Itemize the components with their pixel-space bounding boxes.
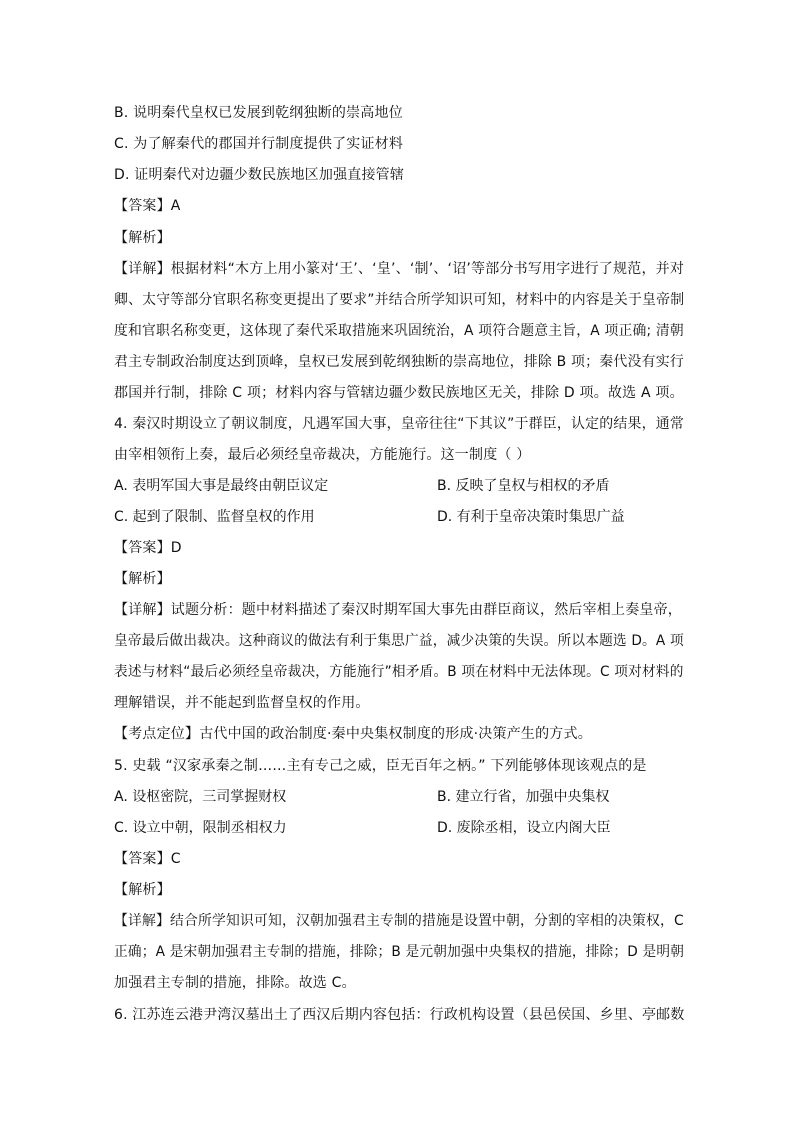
q4-stem-line: 4. 秦汉时期设立了朝议制度，凡遇军国大事，皇帝往往“下其议”于群臣，认定的结果，通常 <box>114 416 685 432</box>
q4-option-c: C. 起到了限制、监督皇权的作用 <box>114 509 315 525</box>
q3-detail-line: 卿、太守等部分官职名称变更提出了要求”并结合所学知识可知，材料中的内容是关于皇帝制 <box>114 292 685 308</box>
q5-answer: 【答案】C <box>114 851 181 867</box>
q3-detail-line: 君主专制政治制度达到顶峰，皇权已发展到乾纲独断的崇高地位，排除 B 项；秦代没有实行 <box>114 354 685 370</box>
q4-detail-line: 理解错误，并不能起到监督皇权的作用。 <box>114 695 370 711</box>
q4-detail-line: 表述与材料“最后必须经皇帝裁决，方能施行”相矛盾。B 项在材料中无法体现。C 项对材料的 <box>114 664 684 680</box>
q5-option-a: A. 设枢密院，三司掌握财权 <box>114 789 287 805</box>
q5-stem: 5. 史载 “汉家承秦之制……主有专己之威，臣无百年之柄。” 下列能够体现该观点的是 <box>114 758 647 774</box>
q4-detail-line: 【详解】试题分析：题中材料描述了秦汉时期军国大事先由群臣商议，然后宰相上奏皇帝， <box>114 602 682 618</box>
q4-exam-point: 【考点定位】古代中国的政治制度·秦中央集权制度的形成·决策产生的方式。 <box>114 726 592 742</box>
q4-stem-line: 由宰相领衔上奏，最后必须经皇帝裁决，方能施行。这一制度（ ） <box>114 447 531 463</box>
q3-detail-line: 【详解】根据材料“木方上用小篆对‘王’、‘皇’、‘制’、‘诏’等部分书写用字进行了规范，并对 <box>114 261 685 277</box>
q5-analysis-heading: 【解析】 <box>114 882 171 898</box>
q3-analysis-heading: 【解析】 <box>114 230 171 246</box>
q5-detail-line: 【详解】结合所学知识可知，汉朝加强君主专制的措施是设置中朝，分割的宰相的决策权，C <box>114 913 684 929</box>
q3-option-c: C. 为了解秦代的郡国并行制度提供了实证材料 <box>114 136 404 152</box>
q5-option-c: C. 设立中朝，限制丞相权力 <box>114 820 287 836</box>
q4-option-d: D. 有利于皇帝决策时集思广益 <box>437 509 625 525</box>
q4-option-a: A. 表明军国大事是最终由朝臣议定 <box>114 478 329 494</box>
q4-detail-line: 皇帝最后做出裁决。这种商议的做法有利于集思广益，减少决策的失误。所以本题选 D。A 项 <box>114 633 684 649</box>
q5-option-d: D. 废除丞相，设立内阁大臣 <box>437 820 611 836</box>
q4-analysis-heading: 【解析】 <box>114 571 171 587</box>
q6-stem: 6. 江苏连云港尹湾汉墓出土了西汉后期内容包括：行政机构设置（县邑侯国、乡里、亭邮数 <box>114 1007 685 1023</box>
q3-detail-line: 郡国并行制，排除 C 项；材料内容与管辖边疆少数民族地区无关，排除 D 项。故选 A 项。 <box>114 385 684 401</box>
q3-detail-line: 度和官职名称变更，这体现了秦代采取措施来巩固统治，A 项符合题意主旨，A 项正确; 清朝 <box>114 323 684 339</box>
q5-detail-line: 加强君主专制的措施，排除。故选 C。 <box>114 975 356 991</box>
q5-detail-line: 正确；A 是宋朝加强君主专制的措施，排除；B 是元朝加强中央集权的措施，排除；D 是明朝 <box>114 944 685 960</box>
q4-answer: 【答案】D <box>114 540 182 556</box>
q4-option-b: B. 反映了皇权与相权的矛盾 <box>437 478 610 494</box>
q3-option-b: B. 说明秦代皇权已发展到乾纲独断的崇高地位 <box>114 105 403 121</box>
q3-answer: 【答案】A <box>114 198 181 214</box>
q5-option-b: B. 建立行省，加强中央集权 <box>437 789 610 805</box>
q3-option-d: D. 证明秦代对边疆少数民族地区加强直接管辖 <box>114 167 405 183</box>
